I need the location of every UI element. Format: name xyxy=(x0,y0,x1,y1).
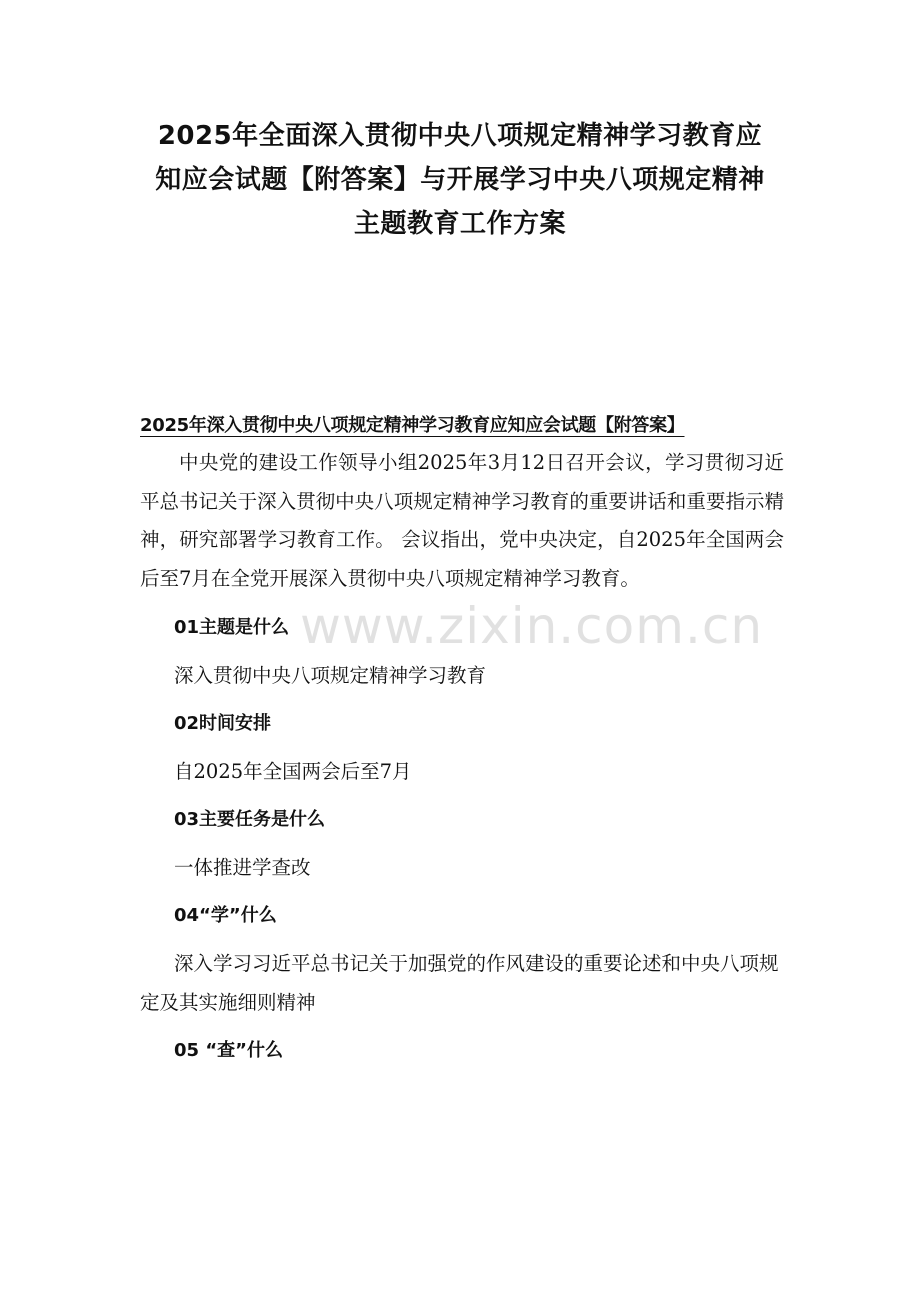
title-line-1: 2025年全面深入贯彻中央八项规定精神学习教育应 xyxy=(157,121,763,151)
document-body xyxy=(140,408,784,1075)
title-line-2: 知应会试题【附答案】与开展学习中央八项规定精神 xyxy=(155,165,765,195)
question-heading: 04“学”什么 xyxy=(174,905,277,926)
question-heading: 03主要任务是什么 xyxy=(174,809,326,830)
question-heading: 05 “查”什么 xyxy=(174,1040,283,1061)
question-heading: 02时间安排 xyxy=(174,713,272,734)
title-line-3: 主题教育工作方案 xyxy=(353,209,566,239)
answer-text: 一体推进学查改 xyxy=(174,856,311,879)
question-heading: 01主题是什么 xyxy=(174,617,290,638)
answer-text: 深入贯彻中央八项规定精神学习教育 xyxy=(174,664,487,687)
answer-text: 自2025年全国两会后至7月 xyxy=(174,760,412,783)
intro-paragraph: 中央党的建设工作领导小组2025年3月12日召开会议，学习贯彻习近平总书记关于深入贯彻中央八项规定精神学习教育的重要讲话和重要指示精神，研究部署学习教育工作。 会议指出，党中央决定，自2025年全国两会后至7月在全党开展深入贯彻中央八项规定精神学习教育。 xyxy=(140,451,784,590)
watermark: www.zixin.com.cn xyxy=(300,597,764,655)
answer-text: 深入学习习近平总书记关于加强党的作风建设的重要论述和中央八项规定及其实施细则精神 xyxy=(140,952,779,1014)
document-title xyxy=(110,114,810,246)
section-heading: 2025年深入贯彻中央八项规定精神学习教育应知应会试题【附答案】 xyxy=(140,415,685,436)
